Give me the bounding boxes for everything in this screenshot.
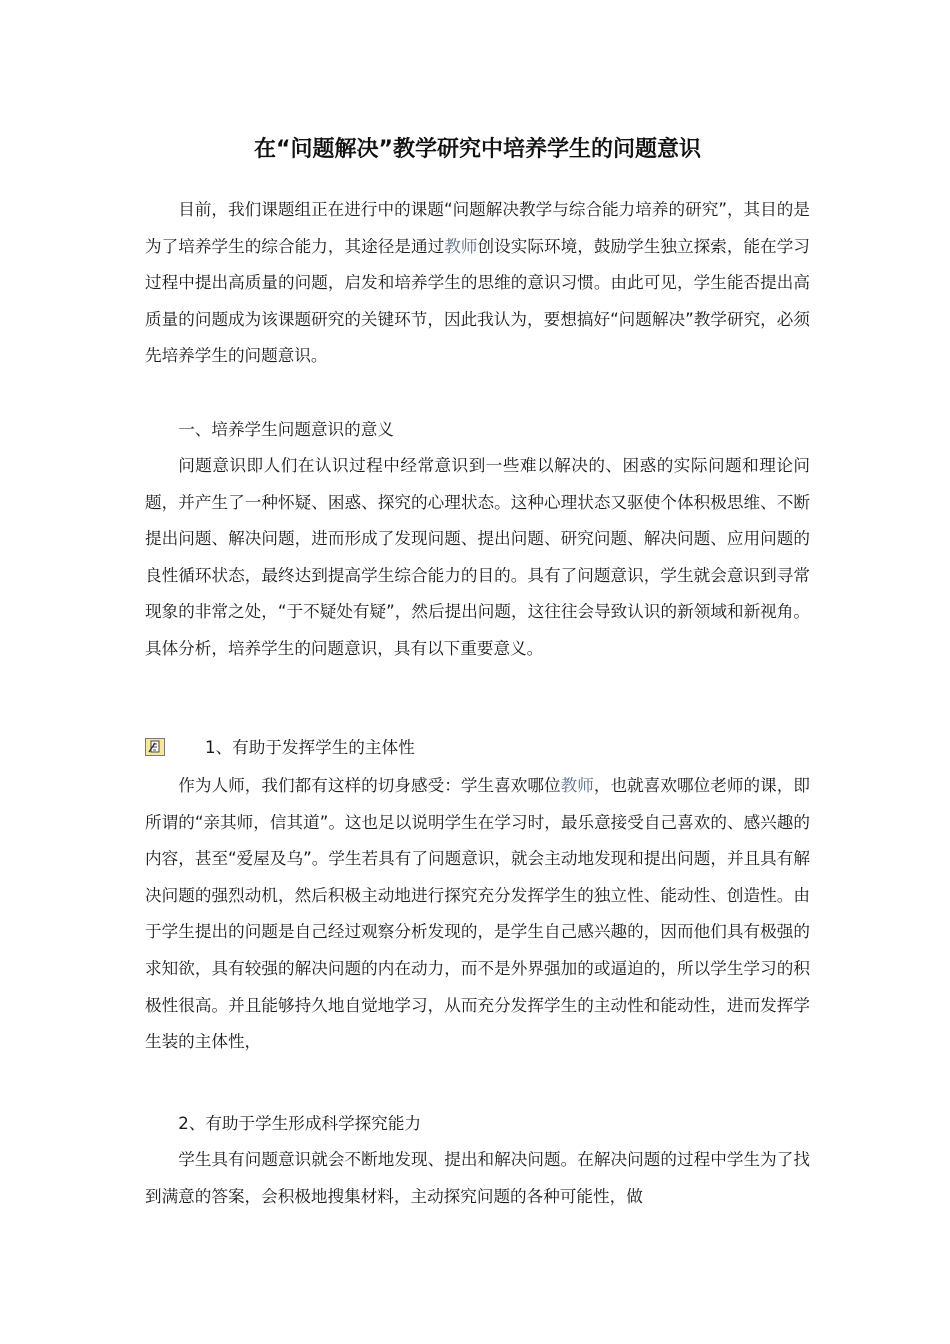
point1-text-before: 作为人师，我们都有这样的切身感受：学生喜欢哪位 xyxy=(178,776,561,795)
point2-heading: 2、有助于学生形成科学探究能力 xyxy=(178,1114,422,1133)
intro-paragraph xyxy=(145,192,810,375)
point2-paragraph: 学生具有问题意识就会不断地发现、提出和解决问题。在解决问题的过程中学生为了找到满意的答案，会积极地搜集材料，主动探究问题的各种可能性，做 xyxy=(145,1150,810,1206)
page-title: 在“问题解决”教学研究中培养学生的问题意识 xyxy=(254,137,701,162)
point1-text-after: ，也就喜欢哪位老师的课，即所谓的“亲其师，信其道”。这也足以说明学生在学习时，最乐意接受自己喜欢的、感兴趣的内容，甚至“爱屋及乌”。学生若具有了问题意识，就会主动地发现和提出问题，并且具有解决问题的强烈动机，然后积极主动地进行探究充分发挥学生的独立性、能动性、创造性。由于学生提出的问题是自己经过观察分析发现的，是学生自己感兴趣的，因而他们具有极强的求知欲，具有较强的解决问题的内在动力，而不是外界强加的或逼迫的，所以学生学习的积极性很高。并且能够持久地自觉地学习，从而充分发挥学生的主动性和能动性，进而发挥学生装的主体性， xyxy=(145,776,811,1052)
point1-teacher-link[interactable]: 教师 xyxy=(560,776,594,795)
point1-heading: 1、有助于发挥学生的主体性 xyxy=(205,738,415,757)
section1-heading: 一、培养学生问题意识的意义 xyxy=(178,420,394,439)
intro-text-after: 创设实际环境，鼓励学生独立探索，能在学习过程中提出高质量的问题，启发和培养学生的思维的意识习惯。由此可见，学生能否提出高质量的问题成为该课题研究的关键环节，因此我认为，要想搞好“问题解决”教学研究，必须先培养学生的问题意识。 xyxy=(145,236,811,366)
intro-text-before: 目前，我们课题组正在进行中的课题“问题解决教学与综合能力培养的研究”，其目的是为了培养学生的综合能力，其途径是通过 xyxy=(145,200,810,256)
point1-paragraph xyxy=(145,768,810,1061)
section1-paragraph: 问题意识即人们在认识过程中经常意识到一些难以解决的、困惑的实际问题和理论问题，并产生了一种怀疑、困惑、探究的心理状态。这种心理状态又驱使个体积极思维、不断提出问题、解决问题，进而形成了发现问题、提出问题、研究问题、解决问题、应用问题的良性循环状态，最终达到提高学生综合能力的目的。具有了问题意识，学生就会意识到寻常现象的非常之处，“于不疑处有疑”，然后提出问题，这往往会导致认识的新领域和新视角。具体分析，培养学生的问题意识，具有以下重要意义。 xyxy=(145,456,810,658)
intro-teacher-link[interactable]: 教师 xyxy=(444,236,478,256)
